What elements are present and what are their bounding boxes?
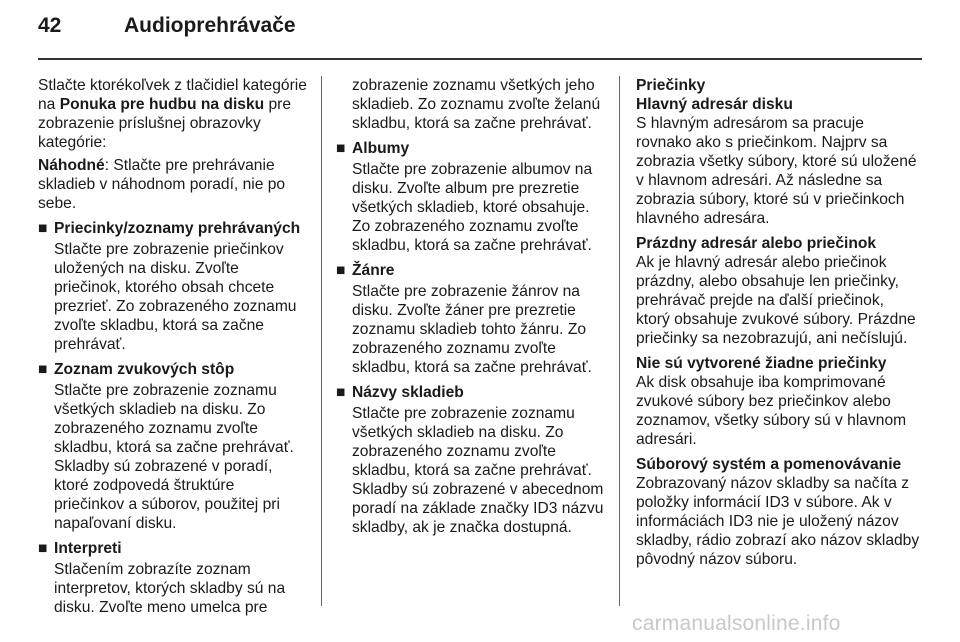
subsection-text: Ak je hlavný adresár alebo priečinok prázdny, alebo obsahuje len priečinky, prehrávač prejde na ďalší priečinok, ktorý obsahuje zvukové súbory. Prázdne priečinky sa nezobrazujú, ani nečíslujú. bbox=[636, 254, 916, 347]
item-title: Názvy skladieb bbox=[352, 384, 464, 401]
bullet-icon: ■ bbox=[38, 220, 48, 237]
subsection-title: Súborový systém a pomenovávanie bbox=[636, 456, 902, 473]
list-item-genres bbox=[336, 261, 608, 377]
page-number: 42 bbox=[38, 14, 62, 37]
list-item-song-titles bbox=[336, 383, 608, 537]
shuffle-label: Náhodné bbox=[38, 157, 105, 174]
section-heading: Priečinky bbox=[636, 77, 706, 94]
item-title: Zoznam zvukových stôp bbox=[54, 361, 235, 378]
column-divider-2 bbox=[619, 76, 620, 606]
column-2 bbox=[336, 76, 608, 537]
page-header bbox=[38, 14, 922, 48]
list-item-folders bbox=[38, 219, 308, 354]
item-title: Žánre bbox=[352, 262, 395, 279]
watermark: carmanualsonline.info bbox=[632, 612, 841, 635]
item-text: Stlačte pre zobrazenie zoznamu všetkých skladieb na disku. Zo zobrazeného zoznamu zvoľte skladbu, ktorá sa začne prehrávať. Skladby sú zobrazené v poradí, ktoré zodpovedá štruktúre priečinkov a súborov, použitej pri napaľovaní disku. bbox=[54, 382, 294, 532]
bullet-icon: ■ bbox=[336, 262, 346, 279]
continued-text: zobrazenie zoznamu všetkých jeho skladieb. Zo zoznamu zvoľte želanú skladbu, ktorá sa začne prehrávať. bbox=[352, 77, 601, 132]
subsection-title: Hlavný adresár disku bbox=[636, 96, 793, 113]
item-title: Priecinky/zoznamy prehrávaných bbox=[54, 220, 301, 237]
item-title: Albumy bbox=[352, 140, 410, 157]
column-divider-1 bbox=[321, 76, 322, 606]
subsection-text: Ak disk obsahuje iba komprimované zvukové súbory bez priečinkov alebo zoznamov, všetky súbory sú v hlavnom adresári. bbox=[636, 374, 907, 448]
item-title: Interpreti bbox=[54, 540, 122, 557]
item-text: Stlačte pre zobrazenie albumov na disku. Zvoľte album pre prezretie všetkých skladieb, ktoré obsahuje. Zo zobrazeného zoznamu zvoľte skladbu, ktorá sa začne prehrávať. bbox=[352, 161, 593, 254]
item-text: Stlačte pre zobrazenie zoznamu všetkých skladieb na disku. Zo zobrazeného zoznamu zvoľte skladbu, ktorá sa začne prehrávať. Skladby sú zobrazené v abecednom poradí na základe značky ID3 názvu skladby, ak je značka dostupná. bbox=[352, 405, 604, 536]
shuffle-paragraph: Náhodné: Stlačte pre prehrávanie skladieb v náhodnom poradí, nie po sebe. bbox=[38, 157, 286, 212]
menu-reference: Ponuka pre hudbu na disku bbox=[59, 96, 265, 113]
bullet-icon: ■ bbox=[38, 361, 48, 378]
subsection-text: Zobrazovaný názov skladby sa načíta z položky informácií ID3 v súbore. Ak v informáciách ID3 nie je uložený názov skladby, rádio zobrazí ako názov skladby pôvodný názov súboru. bbox=[636, 475, 920, 568]
list-item-tracklist bbox=[38, 360, 308, 533]
subsection-title: Nie sú vytvorené žiadne priečinky bbox=[636, 355, 887, 372]
bullet-icon: ■ bbox=[336, 384, 346, 401]
subsection-title: Prázdny adresár alebo priečinok bbox=[636, 235, 877, 252]
intro-paragraph: Stlačte ktorékoľvek z tlačidiel kategórie na Ponuka pre hudbu na disku pre zobrazenie príslušnej obrazovky kategórie: bbox=[38, 77, 307, 151]
list-item-artists bbox=[38, 539, 308, 617]
item-text: Stlačte pre zobrazenie žánrov na disku. Zvoľte žáner pre prezretie zoznamu skladieb tohto žánru. Zo zobrazeného zoznamu zvoľte skladbu, ktorá sa začne prehrávať. bbox=[352, 283, 592, 376]
column-3 bbox=[636, 76, 920, 575]
item-text: Stlačte pre zobrazenie priečinkov uložených na disku. Zvoľte priečinok, ktorého obsah chcete prezrieť. Zo zobrazeného zoznamu zvoľte skladbu, ktorá sa začne prehrávať. bbox=[54, 241, 297, 353]
subsection-text: S hlavným adresárom sa pracuje rovnako ako s priečinkom. Najprv sa zobrazia všetky súbory, ktoré sú uložené v hlavnom adresári. Až následne sa zobrazia súbory, ktoré sú v priečinkoch hlavného adresára. bbox=[636, 115, 917, 227]
header-divider bbox=[38, 58, 922, 60]
item-text: Stlačením zobrazíte zoznam interpretov, ktorých skladby sú na disku. Zvoľte meno umelca pre bbox=[54, 561, 286, 616]
bullet-icon: ■ bbox=[336, 140, 346, 157]
list-item-albums bbox=[336, 139, 608, 255]
bullet-icon: ■ bbox=[38, 540, 48, 557]
column-1 bbox=[38, 76, 308, 617]
chapter-title: Audioprehrávače bbox=[124, 14, 296, 37]
